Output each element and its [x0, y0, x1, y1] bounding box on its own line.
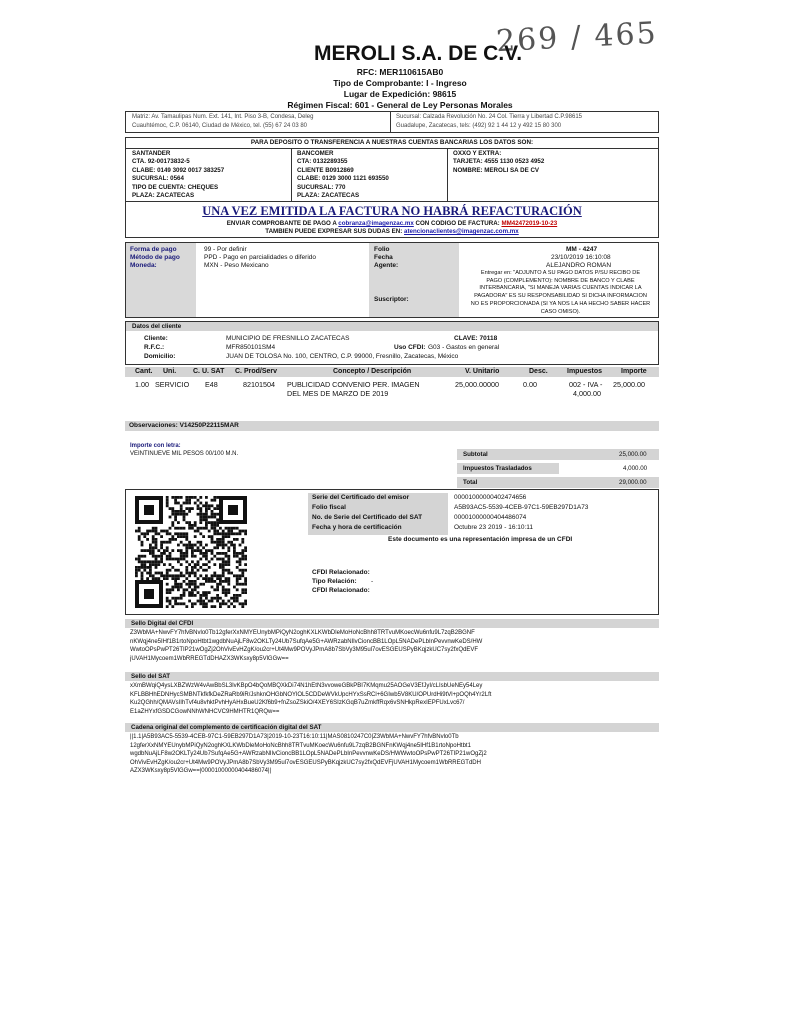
row-uni: SERVICIO	[155, 380, 190, 389]
sucursal-address-line2: Guadalupe, Zacatecas, tels: (492) 92 1 44 12 y 492 15 80 300	[396, 123, 562, 129]
comprobante-type: Tipo de Comprobante: I - Ingreso	[333, 78, 467, 88]
fecha-value: 23/10/2019 16:10:08	[551, 254, 611, 261]
moneda-value: MXN - Peso Mexicano	[204, 262, 269, 269]
observaciones: Observaciones: V14250P22115MAR	[125, 421, 659, 431]
sello-cfdi-heading: Sello Digital del CFDI	[125, 619, 659, 628]
invoice-code: MM42472019-10-23	[501, 220, 558, 227]
bancomer-account: BANCOMER CTA: 0132289355 CLIENTE B0912869 CLABE: 0129 3000 1121 693550 SUCURSAL: 770 PLAZA: ZACATECAS	[297, 150, 389, 200]
matriz-address-line1: Matriz: Av. Tamaulipas Num. Ext. 141, Int. Piso 3-B, Condesa, Deleg	[132, 114, 314, 120]
uso-cfdi-value: G03 - Gastos en general	[428, 344, 500, 351]
domicilio-value: JUAN DE TOLOSA No. 100, CENTRO, C.P. 99000, Fresnillo, Zacatecas, México	[226, 353, 459, 360]
bank-heading: PARA DEPOSITO O TRANSFERENCIA A NUESTRAS CUENTAS BANCARIAS LOS DATOS SON:	[126, 138, 658, 149]
row-importe: 25,000.00	[613, 380, 645, 389]
col-importe: Importe	[621, 368, 647, 375]
client-heading: Datos del cliente	[126, 322, 658, 331]
company-name: MEROLI S.A. DE C.V.	[314, 42, 523, 65]
folio-label: Folio	[374, 246, 390, 253]
col-vunit: V. Unitario	[465, 368, 500, 375]
fecha-label: Fecha	[374, 254, 393, 261]
row-impuesto-1: 002 - IVA -	[569, 380, 603, 389]
cliente-label: Cliente:	[144, 335, 168, 342]
sucursal-address-line1: Sucursal: Calzada Revolución No. 24 Col. Tierra y Libertad C.P.98615	[396, 114, 582, 120]
col-impuestos: Impuestos	[567, 368, 603, 375]
address-divider	[390, 112, 391, 132]
clave-label: CLAVE: 70118	[454, 335, 498, 342]
questions-line: TAMBIEN PUEDE EXPRESAR SUS DUDAS EN: atencionaclientes@imagenzac.com.mx	[265, 228, 519, 235]
col-cprod: C. Prod/Serv	[235, 368, 278, 375]
certification-box	[125, 489, 659, 615]
cfdi-relacionado-label: CFDI Relacionado:	[312, 569, 370, 576]
sello-sat-heading: Sello del SAT	[125, 672, 659, 681]
col-desc: Desc.	[529, 368, 548, 375]
cfdi-relacionado-label-2: CFDI Relacionado:	[312, 587, 370, 594]
bank-accounts-box	[125, 137, 659, 202]
forma-pago-value: 99 - Por definir	[204, 246, 247, 253]
sello-cfdi-text: Z3WbMA+NwvFY7hfvBNvlo0Tb12gferXxNMYEUnybMPiQyN2oghKXLKWbDleMoHoNcBhh8TRTvuMKoecWu6nfu9L7zqB2BGNF nKWqj4ne5IHf1B1rtoNpoHtbt1wgdbNuAjLF8w2OKLTy24Ub7SufqAe5G+AWRzabNIlvCioncBB1LOpL5NADePLbInPevvnwKeDS/HW WwtoOPsPwPT26TIP21wOgZj2OhVivEvHZgK/ou2cr+Ut4Mw9POVyJPmA8b7SbVy3M95ul7ovESGEUSPyBKqjzkUC7sy2fxQdEVF jUVAH1Mycoem1WbRREGTdDHAZX3WKsxy8p5VlGGw==	[130, 630, 483, 662]
cliente-value: MUNICIPIO DE FRESNILLO ZACATECAS	[226, 335, 350, 342]
suscriptor-label: Suscriptor:	[374, 296, 409, 303]
metodo-pago-value: PPD - Pago en parcialidades o diferido	[204, 254, 317, 261]
fecha-cert-value: Octubre 23 2019 - 16:10:11	[454, 524, 534, 531]
col-cant: Cant.	[135, 368, 153, 375]
table-row	[125, 378, 659, 408]
qr-code-icon	[135, 496, 247, 608]
bank-divider-2	[447, 148, 448, 201]
addresses-box	[125, 111, 659, 133]
col-uni: Uni.	[163, 368, 177, 375]
handwritten-page-number: 269 / 465	[495, 15, 659, 60]
agente-value: ALEJANDRO ROMAN	[546, 262, 612, 269]
impuestos-value: 4,000.00	[623, 465, 648, 472]
rfc-label: R.F.C.:	[144, 344, 165, 351]
cobranza-email-link[interactable]: cobranza@imagenzac.mx	[338, 220, 414, 227]
santander-account: SANTANDER CTA. 92-00173832-5 CLABE: 0149 3092 0017 383257 SUCURSAL: 0564 TIPO DE CUENTA: CHEQUES PLAZA: ZACATECAS	[132, 150, 225, 200]
folio-fiscal-value: A5B93AC5-5539-4CEB-97C1-59EB297D1A73	[454, 504, 589, 511]
no-refacturacion-headline: UNA VEZ EMITIDA LA FACTURA NO HABRÁ REFACTURACIÓN	[202, 204, 582, 218]
domicilio-label: Domicilio:	[144, 353, 176, 360]
row-concepto-2: DEL MES DE MARZO DE 2019	[287, 389, 389, 398]
importe-letra-label: Importe con letra:	[130, 443, 181, 449]
subtotal-label: Subtotal	[463, 451, 488, 458]
delivery-note: Entregar en: "ADJUNTO A SU PAGO DATOS P/SU RECIBO DE PAGO (COMPLEMENTO): NOMBRE DE BANCO Y CLABE INTERBANCARIA, "SI MANEJA VARIAS CUENTAS INDICAR LA PAGADORA" ES SU RESPONSABILIDAD SI DICHA INFORMACION NO ES PROPORCIONADA (SI YA NOS LA HA HECHO SABER HACER CASO OMISO).	[470, 270, 651, 315]
uso-cfdi-label: Uso CFDI:	[394, 344, 426, 351]
payment-info-box	[125, 242, 659, 318]
sat-cert-label: No. de Serie del Certificado del SAT	[312, 514, 423, 521]
rfc-value: MFR850101SM4	[226, 344, 276, 351]
folio-fiscal-label: Folio fiscal	[312, 504, 346, 511]
atencion-email-link[interactable]: atencionaclientes@imagenzac.com.mx	[404, 228, 519, 235]
tipo-relacion-value: -	[371, 578, 374, 585]
folio-value: MM - 4247	[566, 246, 598, 253]
bank-divider-1	[291, 148, 292, 201]
impuestos-label: Impuestos Trasladados	[463, 465, 532, 472]
client-box	[125, 321, 659, 365]
serie-cert-label: Serie del Certificado del emisor	[312, 494, 410, 501]
total-label: Total	[463, 479, 478, 486]
metodo-pago-label: Método de pago	[130, 254, 180, 261]
sat-cert-value: 00001000000404486074	[454, 514, 527, 521]
lugar-expedicion: Lugar de Expedición: 98615	[343, 89, 457, 99]
total-value: 29,000.00	[619, 479, 647, 486]
row-vunit: 25,000.00000	[455, 380, 499, 389]
impuestos-row	[457, 463, 559, 474]
row-impuesto-2: 4,000.00	[573, 389, 601, 398]
sello-sat-text: xXmBWqiQ4ysLXBZWzW4vAwBbSL3lvKBpO4bQoMBQXkDi74N1hEtN3vvoweGBkPBI7KMqmu25AOGeV3EfJyI/cLIsbUeNEy54Ley KFLBBHhEDNHycSMBNTkfkfkDeZRaRb9iR/JshknOHGbNOYlOL5CDDeWVkUpcHYxSsRCl+6GIwb5V8KU/OPUrdHi9tVl+pOQh4Yr2Lft Ku2QGhh/QMAVsIIhTvf4u8vhktPvhHyAHxBueU2Kf6b9+fnZsoZSkiO/4XEY6SIzKGqB7uZmkffRqx6vSNHkpRexIEPFUxLvc67/ E1aZHYxfGSDCGowNNhWNHCVC9HMHTR1QRQw==	[130, 683, 492, 715]
cfdi-representation-note: Este documento es una representación impresa de un CFDI	[388, 536, 573, 543]
cadena-original-text: ||1.1|A5B93AC5-5539-4CEB-97C1-59EB297D1A73|2019-10-23T16:10:11|MAS0810247C0|Z3WbMA+NwvFY7hfvBNvlo0Tb 12gferXxNMYEUnybMPiQyN2oghKXLKWbDleMoHoNcBhh8TRTvuMKoecWu6nfu9L7zqB2BGNFnKWqj4ne5IHf1B1rtoNpoHtbt1 wgdbNuAjLF8w2OKLTy24Ub7SufqAe5G+AWRzabNIlvCioncBB1LOpL5NADePLbInPevvnwKeDS/HWWwtoOPsPwPT26TIP21wOgZj2 OhVivEvHZgK/ou2cr+Ut4Mw9POVyJPmA8b7SbVy3M95ul7ovESGEUSPyBKqjzkUC7sy2fxQdEVFjUVAH1Mycoem1WbRREGTdDH AZX3WKsxy8p5VlGGw==|00001000000404486074||	[130, 734, 487, 775]
agente-label: Agente:	[374, 262, 399, 269]
serie-cert-value: 00001000000402474656	[454, 494, 527, 501]
importe-letra-value: VEINTINUEVE MIL PESOS 00/100 M.N.	[130, 451, 239, 457]
company-rfc: RFC: MER110615AB0	[356, 67, 444, 77]
row-concepto-1: PUBLICIDAD CONVENIO PER. IMAGEN	[287, 380, 420, 389]
col-cusat: C. U. SAT	[193, 368, 225, 375]
row-cprod: 82101504	[243, 380, 275, 389]
oxxo-account: OXXO Y EXTRA: TARJETA: 4555 1130 0523 4952 NOMBRE: MEROLI SA DE CV	[453, 150, 545, 174]
notice-box	[125, 202, 659, 238]
cadena-original-heading: Cadena original del complemento de certificación digital del SAT	[125, 723, 659, 732]
subtotal-value: 25,000.00	[619, 451, 647, 458]
moneda-label: Moneda:	[130, 262, 157, 269]
fecha-cert-label: Fecha y hora de certificación	[312, 524, 402, 531]
matriz-address-line2: Cuauhtémoc, C.P. 06140, Ciudad de México, tel. (55) 67 24 03 80	[132, 123, 307, 129]
items-table-header	[125, 367, 659, 377]
col-concepto: Concepto / Descripción	[333, 368, 412, 375]
regimen-fiscal: Régimen Fiscal: 601 - General de Ley Personas Morales	[287, 100, 513, 110]
forma-pago-label: Forma de pago	[130, 246, 177, 253]
tipo-relacion-label: Tipo Relación:	[312, 578, 357, 585]
row-cusat: E48	[205, 380, 218, 389]
row-cant: 1.00	[135, 380, 149, 389]
send-payment-line: ENVIAR COMPROBANTE DE PAGO A cobranza@imagenzac.mx CON CODIGO DE FACTURA: MM42472019-10-23	[226, 220, 558, 227]
row-desc: 0.00	[523, 380, 537, 389]
